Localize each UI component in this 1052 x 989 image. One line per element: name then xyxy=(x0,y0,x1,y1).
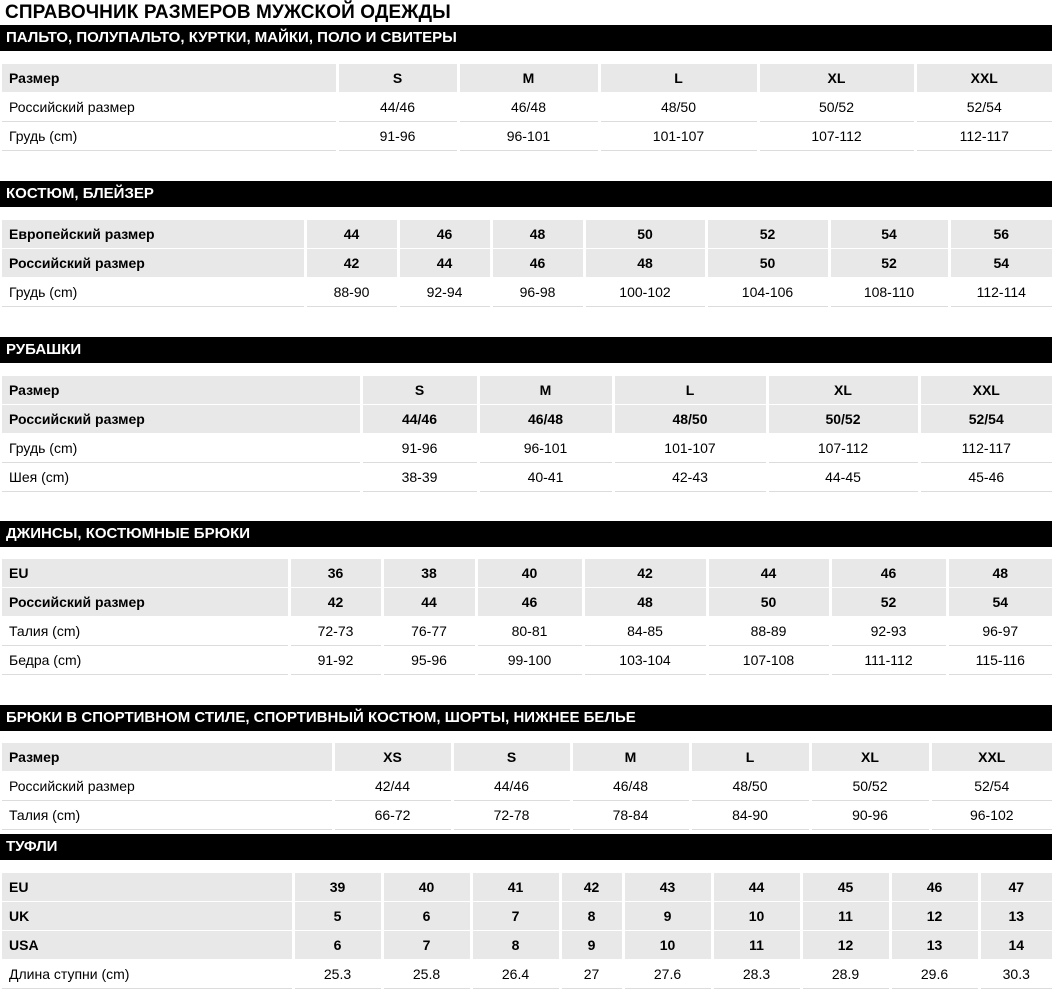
size-cell: 107-112 xyxy=(767,434,919,463)
size-cell: 6 xyxy=(293,931,382,960)
page-title: СПРАВОЧНИК РАЗМЕРОВ МУЖСКОЙ ОДЕЖДЫ xyxy=(5,2,451,23)
size-cell: M xyxy=(571,743,690,772)
size-cell: 46 xyxy=(830,559,947,588)
size-cell: 25.8 xyxy=(382,960,471,989)
size-cell: 46/48 xyxy=(458,93,599,122)
size-cell: 28.9 xyxy=(801,960,890,989)
size-cell: 42 xyxy=(289,588,382,617)
size-cell: 46 xyxy=(476,588,583,617)
size-cell: XXL xyxy=(930,743,1052,772)
size-cell: 88-89 xyxy=(707,617,830,646)
row-label: Грудь (cm) xyxy=(2,434,361,463)
table-row xyxy=(2,646,1052,675)
size-cell: 52/54 xyxy=(930,772,1052,801)
row-label: Российский размер xyxy=(2,249,305,278)
size-cell: 48/50 xyxy=(613,405,767,434)
size-cell: 50 xyxy=(584,220,706,249)
table-row xyxy=(2,588,1052,617)
size-cell: 48 xyxy=(584,249,706,278)
size-cell: 80-81 xyxy=(476,617,583,646)
table-row xyxy=(2,931,1052,960)
size-cell: 72-78 xyxy=(452,801,571,830)
size-cell: 44/46 xyxy=(337,93,458,122)
size-cell: 95-96 xyxy=(382,646,476,675)
table-row xyxy=(2,801,1052,830)
table-row xyxy=(2,617,1052,646)
table-row xyxy=(2,376,1052,405)
size-cell: 11 xyxy=(712,931,801,960)
row-label: Российский размер xyxy=(2,772,333,801)
size-cell: 54 xyxy=(829,220,949,249)
row-label: Талия (cm) xyxy=(2,801,333,830)
size-cell: 38-39 xyxy=(361,463,478,492)
size-cell: XS xyxy=(333,743,452,772)
size-cell: 26.4 xyxy=(471,960,560,989)
size-cell: 50 xyxy=(707,588,830,617)
row-label: Грудь (cm) xyxy=(2,122,337,151)
row-label: UK xyxy=(2,902,293,931)
size-cell: 107-108 xyxy=(707,646,830,675)
size-cell: 10 xyxy=(623,931,712,960)
size-cell: 52 xyxy=(829,249,949,278)
row-label: EU xyxy=(2,873,293,902)
size-cell: 44 xyxy=(707,559,830,588)
size-table-suits xyxy=(2,220,1052,307)
row-label: Бедра (cm) xyxy=(2,646,289,675)
size-cell: 47 xyxy=(979,873,1052,902)
table-row xyxy=(2,405,1052,434)
size-cell: 76-77 xyxy=(382,617,476,646)
size-cell: 14 xyxy=(979,931,1052,960)
size-cell: 54 xyxy=(947,588,1052,617)
size-cell: 40-41 xyxy=(478,463,613,492)
size-cell: XL xyxy=(767,376,919,405)
size-table-jeans xyxy=(2,559,1052,675)
row-label: Длина ступни (cm) xyxy=(2,960,293,989)
size-cell: 42 xyxy=(583,559,707,588)
size-cell: XL xyxy=(810,743,930,772)
size-cell: 54 xyxy=(949,249,1052,278)
size-cell: M xyxy=(458,64,599,93)
size-cell: 40 xyxy=(382,873,471,902)
size-table-shoes xyxy=(2,873,1052,989)
size-cell: 7 xyxy=(382,931,471,960)
table-row xyxy=(2,122,1052,151)
table-row xyxy=(2,93,1052,122)
size-cell: 115-116 xyxy=(947,646,1052,675)
size-cell: 101-107 xyxy=(613,434,767,463)
size-cell: 46 xyxy=(398,220,491,249)
row-label: Российский размер xyxy=(2,405,361,434)
size-cell: 91-92 xyxy=(289,646,382,675)
table-row xyxy=(2,743,1052,772)
size-cell: 36 xyxy=(289,559,382,588)
table-row xyxy=(2,434,1052,463)
size-cell: S xyxy=(452,743,571,772)
size-cell: 96-101 xyxy=(458,122,599,151)
size-cell: 50 xyxy=(706,249,829,278)
size-cell: 44 xyxy=(382,588,476,617)
size-cell: 52/54 xyxy=(919,405,1052,434)
size-cell: 42 xyxy=(560,873,623,902)
size-cell: 25.3 xyxy=(293,960,382,989)
size-cell: XXL xyxy=(915,64,1052,93)
size-cell: 13 xyxy=(979,902,1052,931)
size-cell: 48 xyxy=(491,220,584,249)
size-cell: 46 xyxy=(491,249,584,278)
row-label: Размер xyxy=(2,64,337,93)
section-heading-sportswear: БРЮКИ В СПОРТИВНОМ СТИЛЕ, СПОРТИВНЫЙ КОСТЮМ, ШОРТЫ, НИЖНЕЕ БЕЛЬЕ xyxy=(0,705,1052,731)
size-cell: 44 xyxy=(398,249,491,278)
size-cell: 38 xyxy=(382,559,476,588)
table-row xyxy=(2,64,1052,93)
section-heading-suits: КОСТЮМ, БЛЕЙЗЕР xyxy=(0,181,1052,207)
size-cell: 39 xyxy=(293,873,382,902)
row-label: USA xyxy=(2,931,293,960)
size-cell: 42 xyxy=(305,249,398,278)
row-label: Размер xyxy=(2,743,333,772)
size-cell: 84-90 xyxy=(690,801,810,830)
size-cell: 46/48 xyxy=(478,405,613,434)
size-cell: 96-98 xyxy=(491,278,584,307)
table-row xyxy=(2,559,1052,588)
size-table-coats xyxy=(2,64,1052,151)
size-cell: 112-114 xyxy=(949,278,1052,307)
size-cell: 9 xyxy=(560,931,623,960)
size-cell: 108-110 xyxy=(829,278,949,307)
size-cell: 11 xyxy=(801,902,890,931)
size-cell: 99-100 xyxy=(476,646,583,675)
size-cell: 27.6 xyxy=(623,960,712,989)
table-row xyxy=(2,772,1052,801)
size-cell: M xyxy=(478,376,613,405)
size-cell: 50/52 xyxy=(810,772,930,801)
size-cell: 92-93 xyxy=(830,617,947,646)
size-cell: 46/48 xyxy=(571,772,690,801)
table-row xyxy=(2,873,1052,902)
size-cell: 50/52 xyxy=(767,405,919,434)
size-cell: 42-43 xyxy=(613,463,767,492)
size-cell: 9 xyxy=(623,902,712,931)
row-label: Российский размер xyxy=(2,588,289,617)
size-cell: 44 xyxy=(712,873,801,902)
size-cell: L xyxy=(613,376,767,405)
section-heading-coats: ПАЛЬТО, ПОЛУПАЛЬТО, КУРТКИ, МАЙКИ, ПОЛО И СВИТЕРЫ xyxy=(0,25,1052,51)
size-cell: 6 xyxy=(382,902,471,931)
section-heading-jeans: ДЖИНСЫ, КОСТЮМНЫЕ БРЮКИ xyxy=(0,521,1052,547)
size-cell: 48 xyxy=(583,588,707,617)
size-cell: 104-106 xyxy=(706,278,829,307)
size-cell: 5 xyxy=(293,902,382,931)
size-cell: 92-94 xyxy=(398,278,491,307)
size-cell: 78-84 xyxy=(571,801,690,830)
size-cell: 8 xyxy=(471,931,560,960)
size-cell: 111-112 xyxy=(830,646,947,675)
size-cell: XL xyxy=(758,64,915,93)
size-cell: S xyxy=(361,376,478,405)
row-label: Европейский размер xyxy=(2,220,305,249)
size-cell: 44 xyxy=(305,220,398,249)
size-cell: 52 xyxy=(830,588,947,617)
table-row xyxy=(2,902,1052,931)
size-cell: 48/50 xyxy=(690,772,810,801)
size-cell: 101-107 xyxy=(599,122,758,151)
size-cell: S xyxy=(337,64,458,93)
size-cell: 44-45 xyxy=(767,463,919,492)
size-cell: 8 xyxy=(560,902,623,931)
section-heading-shoes: ТУФЛИ xyxy=(0,834,1052,860)
table-row xyxy=(2,960,1052,989)
size-cell: 96-101 xyxy=(478,434,613,463)
size-cell: 66-72 xyxy=(333,801,452,830)
size-cell: 48 xyxy=(947,559,1052,588)
size-cell: 27 xyxy=(560,960,623,989)
table-row xyxy=(2,220,1052,249)
size-cell: 40 xyxy=(476,559,583,588)
size-cell: L xyxy=(690,743,810,772)
size-cell: 29.6 xyxy=(890,960,979,989)
size-cell: 48/50 xyxy=(599,93,758,122)
size-cell: 46 xyxy=(890,873,979,902)
size-cell: 91-96 xyxy=(361,434,478,463)
size-cell: XXL xyxy=(919,376,1052,405)
size-cell: 41 xyxy=(471,873,560,902)
size-cell: 12 xyxy=(801,931,890,960)
size-cell: 107-112 xyxy=(758,122,915,151)
table-row xyxy=(2,278,1052,307)
row-label: Российский размер xyxy=(2,93,337,122)
size-cell: 112-117 xyxy=(919,434,1052,463)
size-cell: 42/44 xyxy=(333,772,452,801)
size-cell: 88-90 xyxy=(305,278,398,307)
size-table-shirts xyxy=(2,376,1052,492)
size-cell: 91-96 xyxy=(337,122,458,151)
size-cell: 45-46 xyxy=(919,463,1052,492)
size-cell: 56 xyxy=(949,220,1052,249)
row-label: Размер xyxy=(2,376,361,405)
size-cell: 103-104 xyxy=(583,646,707,675)
size-cell: 12 xyxy=(890,902,979,931)
size-cell: 45 xyxy=(801,873,890,902)
row-label: EU xyxy=(2,559,289,588)
row-label: Грудь (cm) xyxy=(2,278,305,307)
size-cell: 84-85 xyxy=(583,617,707,646)
size-cell: 28.3 xyxy=(712,960,801,989)
size-cell: 90-96 xyxy=(810,801,930,830)
size-cell: 50/52 xyxy=(758,93,915,122)
section-heading-shirts: РУБАШКИ xyxy=(0,337,1052,363)
size-cell: 72-73 xyxy=(289,617,382,646)
size-cell: 52 xyxy=(706,220,829,249)
table-row xyxy=(2,463,1052,492)
size-cell: 43 xyxy=(623,873,712,902)
size-cell: 96-102 xyxy=(930,801,1052,830)
size-cell: 44/46 xyxy=(452,772,571,801)
size-table-sportswear xyxy=(2,743,1052,830)
size-cell: 112-117 xyxy=(915,122,1052,151)
size-cell: 100-102 xyxy=(584,278,706,307)
row-label: Талия (cm) xyxy=(2,617,289,646)
size-cell: 30.3 xyxy=(979,960,1052,989)
row-label: Шея (cm) xyxy=(2,463,361,492)
size-cell: 10 xyxy=(712,902,801,931)
size-cell: 96-97 xyxy=(947,617,1052,646)
size-cell: L xyxy=(599,64,758,93)
table-row xyxy=(2,249,1052,278)
size-cell: 13 xyxy=(890,931,979,960)
size-cell: 52/54 xyxy=(915,93,1052,122)
size-cell: 7 xyxy=(471,902,560,931)
size-cell: 44/46 xyxy=(361,405,478,434)
